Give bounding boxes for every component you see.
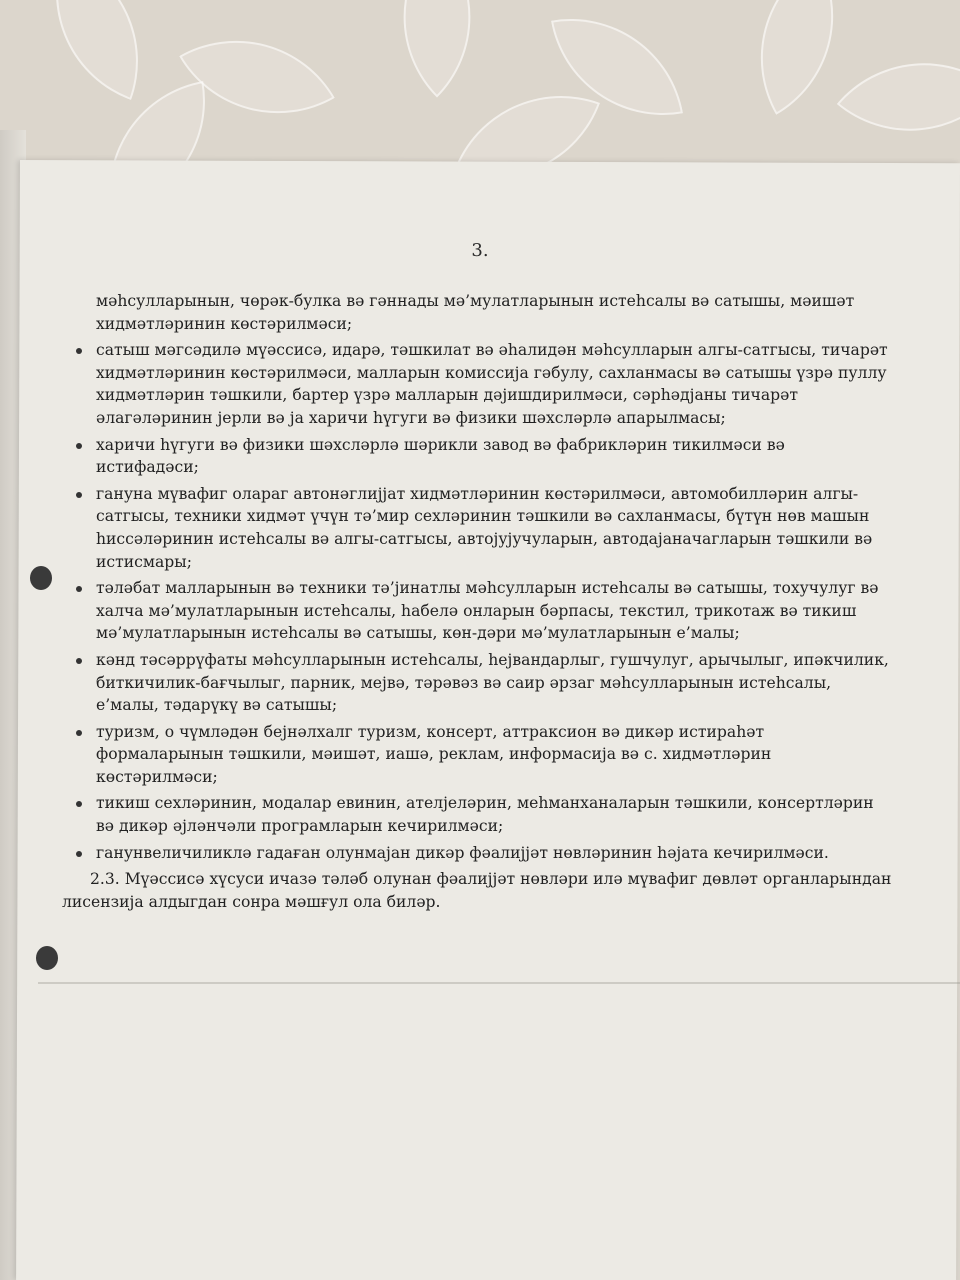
paper-fold-line: [38, 982, 960, 984]
list-item: [62, 434, 892, 479]
bullet-icon: [76, 492, 82, 498]
activity-list: [62, 339, 892, 864]
bullet-icon: [76, 443, 82, 449]
ginkgo-leaf-pattern: [356, 0, 517, 98]
bullet-icon: [76, 801, 82, 807]
punch-hole: [30, 566, 52, 590]
bullet-icon: [76, 348, 82, 354]
bullet-icon: [76, 658, 82, 664]
bullet-icon: [76, 851, 82, 857]
ginkgo-leaf-pattern: [24, 0, 170, 100]
list-item-text: тикиш сехләринин, модалар евинин, ателјеләрин, меһманханаларын тәшкили, консертләрин вә дикәр әјләнчәли програмларын кечирилмәси;: [96, 794, 874, 836]
section-2-3-paragraph: 2.3. Мүәссисә хүсуси ичазә тәләб олунан фәалијјәт нөвләри илә мүвафиг дөвләт органларындан лисензија алдыгдан сонра мәшғул ола биләр.: [62, 870, 892, 911]
list-item: [62, 792, 892, 837]
list-item-text: сатыш мәгсәдилә мүәссисә, идарә, тәшкилат вә әһалидән мәһсулларын алгы-сатгысы, тичарәт хидмәтләринин көстәрилмәси, малларын комиссија гәбулу, сахланмасы вә сатышы үзрә пуллу хидмәтләрин тәшкили, бартер үзрә малларын дәјишдирилмәси, сәрһәдјаны тичарәт әлагәләринин јерли вә ја харичи һүгуги вә физики шәхсләрлә апарылмасы;: [96, 341, 888, 427]
list-item: [62, 339, 892, 429]
list-item-text: тәләбат малларынын вә техники тә’јинатлы мәһсулларын истеһсалы вә сатышы, тохучулуг вә халча мә’мулатларынын истеһсалы, һабелә онларын бәрпасы, текстил, трикотаж вә тикиш мә’мулатларынын истеһсалы вә сатышы, көн-дәри мә’мулатларынын е’малы;: [96, 579, 879, 643]
list-item: [62, 483, 892, 573]
list-item: [62, 577, 892, 645]
list-item-text: туризм, о чүмләдән бејнәлхалг туризм, консерт, аттраксион вә дикәр истираһәт формаларынын тәшкили, мәишәт, иашә, реклам, информасија вә с. хидмәтләрин көстәрилмәси;: [96, 722, 772, 786]
bullet-icon: [76, 730, 82, 736]
list-item-text: ганунвеличиликлә гадаған олунмајан дикәр фәалијјәт нөвләринин һәјата кечирилмәси.: [96, 843, 829, 862]
list-item: [62, 721, 892, 789]
list-item-text: харичи һүгуги вә физики шәхсләрлә шәрикли завод вә фабрикләрин тикилмәси вә истифадәси;: [96, 435, 785, 477]
punch-hole: [36, 946, 58, 970]
intro-continuation: мәһсулларынын, чөрәк-булка вә гәннады мә’мулатларынын истеһсалы вә сатышы, мәишәт хидмәтләринин көстәрилмәси;: [96, 292, 855, 333]
ginkgo-leaf-pattern: [179, 0, 335, 155]
document-body: [62, 290, 892, 913]
ginkgo-leaf-pattern: [837, 17, 960, 178]
page-number: 3.: [471, 240, 489, 261]
list-item-text: ганунa мүвафиг оларaг автонәглијјат хидмәтләринин көстәрилмәси, автомобилләрин алгы-сатгысы, техники хидмәт үчүн тә’мир сехләринин тәшкили вә сахланмасы, бүтүн нөв машын һиссәләринин истеһсалы вә алгы-сатгысы, автоjујучуларын, автодајаначагларын тәшкили вә истисмары;: [96, 484, 873, 571]
list-item-text: кәнд тәсәррүфаты мәһсулларынын истеһсалы, һејвандарлыг, гушчулуг, арычылыг, ипәкчилик, биткичилик-бағчылыг, парник, мејвә, тәрәвәз вә саир әрзаг мәһсулларынын истеһсалы, е’малы, тәдарүкү вә сатышы;: [96, 650, 889, 715]
bullet-icon: [76, 586, 82, 592]
list-item: [62, 649, 892, 717]
list-item: [62, 842, 892, 865]
